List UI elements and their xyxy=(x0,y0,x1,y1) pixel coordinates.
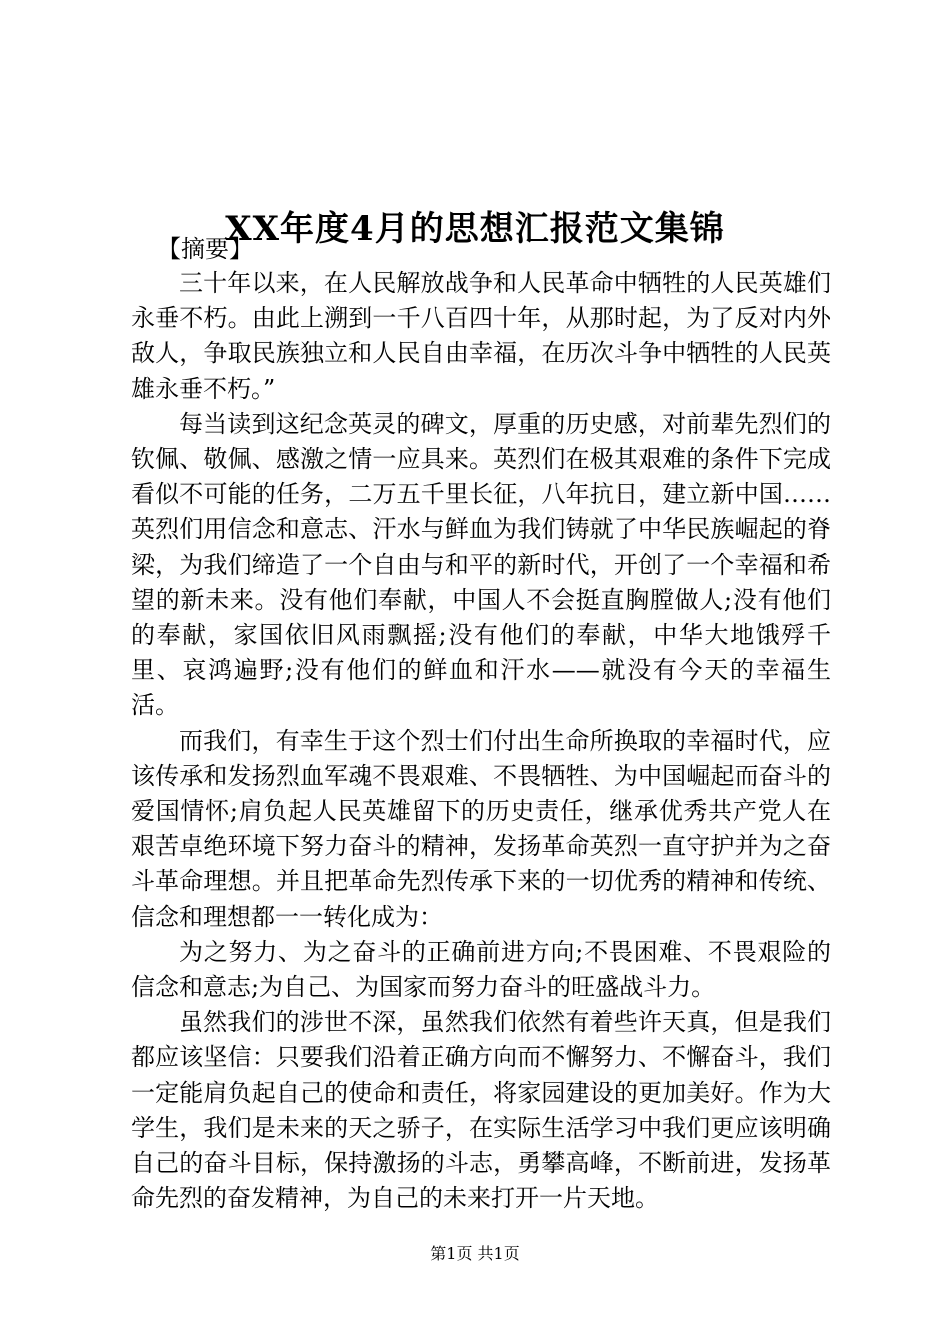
paragraph-5: 虽然我们的涉世不深，虽然我们依然有着些许天真，但是我们都应该坚信：只要我们沿着正确方向而不懈努力、不懈奋斗，我们一定能肩负起自己的使命和责任，将家园建设的更加美好。作为大学生，我们是未来的天之骄子，在实际生活学习中我们更应该明确自己的奋斗目标，保持激扬的斗志，勇攀高峰，不断前进，发扬革命先烈的奋发精神，为自己的未来打开一片天地。 xyxy=(131,1008,831,1213)
page-footer: 第1页 共1页 xyxy=(430,1244,520,1263)
abstract-label: 【摘要】 xyxy=(157,235,253,263)
paragraph-1: 三十年以来，在人民解放战争和人民革命中牺牲的人民英雄们永垂不朽。由此上溯到一千八百四十年，从那时起，为了反对内外敌人，争取民族独立和人民自由幸福，在历次斗争中牺牲的人民英雄永垂不朽。” xyxy=(131,269,831,403)
document-body xyxy=(131,232,831,1216)
paragraph-4: 为之努力、为之奋斗的正确前进方向;不畏困难、不畏艰险的信念和意志;为自己、为国家而努力奋斗的旺盛战斗力。 xyxy=(131,937,831,1002)
document-title: XX年度4月的思想汇报范文集锦 xyxy=(225,208,725,249)
paragraph-3: 而我们，有幸生于这个烈士们付出生命所换取的幸福时代，应该传承和发扬烈血军魂不畏艰难、不畏牺牲、为中国崛起而奋斗的爱国情怀;肩负起人民英雄留下的历史责任，继承优秀共产党人在艰苦卓绝环境下努力奋斗的精神，发扬革命英烈一直守护并为之奋斗革命理想。并且把革命先烈传承下来的一切优秀的精神和传统、信念和理想都一一转化成为： xyxy=(131,726,831,931)
paragraph-2: 每当读到这纪念英灵的碑文，厚重的历史感，对前辈先烈们的钦佩、敬佩、感激之情一应具来。英烈们在极其艰难的条件下完成看似不可能的任务，二万五千里长征，八年抗日，建立新中国……英烈们用信念和意志、汗水与鲜血为我们铸就了中华民族崛起的脊梁，为我们缔造了一个自由与和平的新时代，开创了一个幸福和希望的新未来。没有他们奉献，中国人不会挺直胸膛做人;没有他们的奉献，家国依旧风雨飘摇;没有他们的奉献，中华大地饿殍千里、哀鸿遍野;没有他们的鲜血和汗水——就没有今天的幸福生活。 xyxy=(131,409,831,720)
